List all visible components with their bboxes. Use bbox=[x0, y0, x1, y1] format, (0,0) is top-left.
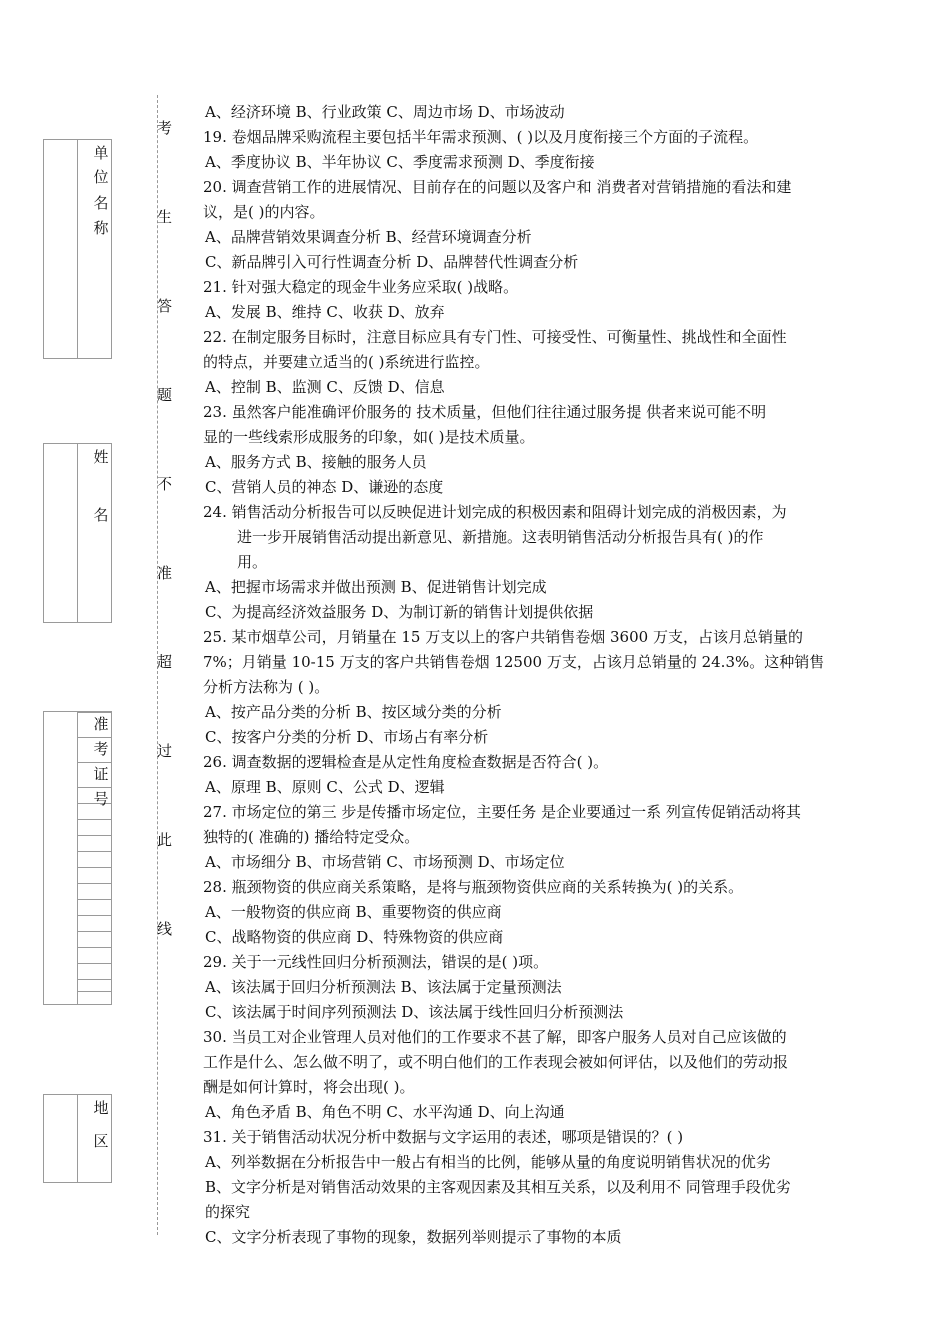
question-line: 工作是什么、怎么做不明了，或不明白他们的工作表现会被如何评估，以及他们的劳动报 bbox=[203, 1053, 789, 1071]
question-line: 31. 关于销售活动状况分析中数据与文字运用的表述，哪项是错误的？( ) bbox=[203, 1128, 684, 1146]
option-line: C、文字分析表现了事物的现象，数据列举则提示了事物的本质 bbox=[205, 1228, 622, 1246]
question-line: 的特点，并要建立适当的( )系统进行监控。 bbox=[203, 353, 490, 371]
binding-line-char: 过 bbox=[157, 742, 173, 760]
binding-line-char: 线 bbox=[157, 920, 173, 938]
option-line: A、把握市场需求并做出预测 B、促进销售计划完成 bbox=[205, 578, 547, 596]
exam-id-char: 号 bbox=[93, 790, 109, 808]
question-line: 21. 针对强大稳定的现金牛业务应采取( )战略。 bbox=[203, 278, 519, 296]
question-line: 19. 卷烟品牌采购流程主要包括半年需求预测、( )以及月度衔接三个方面的子流程。 bbox=[203, 128, 759, 146]
question-line: 分析方法称为 ( )。 bbox=[203, 678, 330, 696]
name-char: 姓 bbox=[93, 448, 109, 466]
binding-line-char: 答 bbox=[157, 297, 173, 315]
region-char: 区 bbox=[93, 1132, 109, 1150]
name-char: 名 bbox=[93, 506, 109, 524]
option-line: C、该法属于时间序列预测法 D、该法属于线性回归分析预测法 bbox=[205, 1003, 624, 1021]
option-line: A、控制 B、监测 C、反馈 D、信息 bbox=[205, 378, 445, 396]
question-line: 25. 某市烟草公司，月销量在 15 万支以上的客户共销售卷烟 3600 万支，占该月总销量的 bbox=[203, 628, 803, 646]
option-line: A、季度协议 B、半年协议 C、季度需求预测 D、季度衔接 bbox=[205, 153, 595, 171]
question-line: 24. 销售活动分析报告可以反映促进计划完成的积极因素和阻碍计划完成的消极因素，为 bbox=[203, 503, 787, 521]
option-line: C、按客户分类的分析 D、市场占有率分析 bbox=[205, 728, 489, 746]
option-line: 的探究 bbox=[205, 1203, 251, 1221]
option-line: A、经济环境 B、行业政策 C、周边市场 D、市场波动 bbox=[205, 103, 565, 121]
exam-id-char: 准 bbox=[93, 715, 109, 733]
option-line: A、原理 B、原则 C、公式 D、逻辑 bbox=[205, 778, 445, 796]
unit-char: 单 bbox=[93, 144, 109, 162]
question-line: 20. 调查营销工作的进展情况、目前存在的问题以及客户和 消费者对营销措施的看法和建 bbox=[203, 178, 792, 196]
question-line: 22. 在制定服务目标时，注意目标应具有专门性、可接受性、可衡量性、挑战性和全面性 bbox=[203, 328, 787, 346]
question-line: 进一步开展销售活动提出新意见、新措施。这表明销售活动分析报告具有( )的作 bbox=[237, 528, 764, 546]
option-line: B、文字分析是对销售活动效果的主客观因素及其相互关系，以及利用不 同管理手段优劣 bbox=[205, 1178, 791, 1196]
question-line: 29. 关于一元线性回归分析预测法，错误的是( )项。 bbox=[203, 953, 549, 971]
option-line: A、品牌营销效果调查分析 B、经营环境调查分析 bbox=[205, 228, 532, 246]
option-line: A、市场细分 B、市场营销 C、市场预测 D、市场定位 bbox=[205, 853, 565, 871]
option-line: C、为提高经济效益服务 D、为制订新的销售计划提供依据 bbox=[205, 603, 594, 621]
name-box bbox=[43, 443, 112, 623]
option-line: A、列举数据在分析报告中一般占有相当的比例，能够从量的角度说明销售状况的优劣 bbox=[205, 1153, 771, 1171]
option-line: A、按产品分类的分析 B、按区域分类的分析 bbox=[205, 703, 502, 721]
option-line: A、该法属于回归分析预测法 B、该法属于定量预测法 bbox=[205, 978, 562, 996]
question-line: 显的一些线索形成服务的印象，如( )是技术质量。 bbox=[203, 428, 535, 446]
binding-line-char: 生 bbox=[157, 208, 173, 226]
question-line: 酬是如何计算时，将会出现( )。 bbox=[203, 1078, 415, 1096]
binding-line-char: 考 bbox=[157, 119, 173, 137]
binding-line-char: 此 bbox=[157, 831, 173, 849]
option-line: C、新品牌引入可行性调查分析 D、品牌替代性调查分析 bbox=[205, 253, 579, 271]
option-line: A、发展 B、维持 C、收获 D、放弃 bbox=[205, 303, 445, 321]
option-line: A、服务方式 B、接触的服务人员 bbox=[205, 453, 427, 471]
exam-id-char: 证 bbox=[93, 765, 109, 783]
question-line: 26. 调查数据的逻辑检查是从定性角度检查数据是否符合( )。 bbox=[203, 753, 609, 771]
option-line: C、营销人员的神态 D、谦逊的态度 bbox=[205, 478, 444, 496]
question-line: 28. 瓶颈物资的供应商关系策略，是将与瓶颈物资供应商的关系转换为( )的关系。 bbox=[203, 878, 744, 896]
binding-line-char: 准 bbox=[157, 564, 173, 582]
option-line: A、角色矛盾 B、角色不明 C、水平沟通 D、向上沟通 bbox=[205, 1103, 565, 1121]
binding-line-char: 题 bbox=[157, 386, 173, 404]
unit-char: 位 bbox=[93, 168, 109, 186]
unit-char: 称 bbox=[93, 219, 109, 237]
binding-line-char: 超 bbox=[157, 653, 173, 671]
question-line: 7%；月销量 10-15 万支的客户共销售卷烟 12500 万支，占该月总销量的 24.3%。这种销售 bbox=[203, 653, 825, 671]
question-line: 27. 市场定位的第三 步是传播市场定位，主要任务 是企业要通过一系 列宣传促销活动将其 bbox=[203, 803, 801, 821]
region-char: 地 bbox=[93, 1099, 109, 1117]
binding-line-char: 不 bbox=[157, 475, 173, 493]
question-line: 用。 bbox=[237, 553, 268, 571]
option-line: A、一般物资的供应商 B、重要物资的供应商 bbox=[205, 903, 502, 921]
option-line: C、战略物资的供应商 D、特殊物资的供应商 bbox=[205, 928, 504, 946]
exam-id-char: 考 bbox=[93, 740, 109, 758]
question-line: 议，是( )的内容。 bbox=[203, 203, 325, 221]
question-line: 独特的( 准确的) 播给特定受众。 bbox=[203, 828, 420, 846]
unit-char: 名 bbox=[93, 194, 109, 212]
question-line: 30. 当员工对企业管理人员对他们的工作要求不甚了解，即客户服务人员对自己应该做的 bbox=[203, 1028, 787, 1046]
question-line: 23. 虽然客户能准确评价服务的 技术质量，但他们往往通过服务提 供者来说可能不明 bbox=[203, 403, 767, 421]
